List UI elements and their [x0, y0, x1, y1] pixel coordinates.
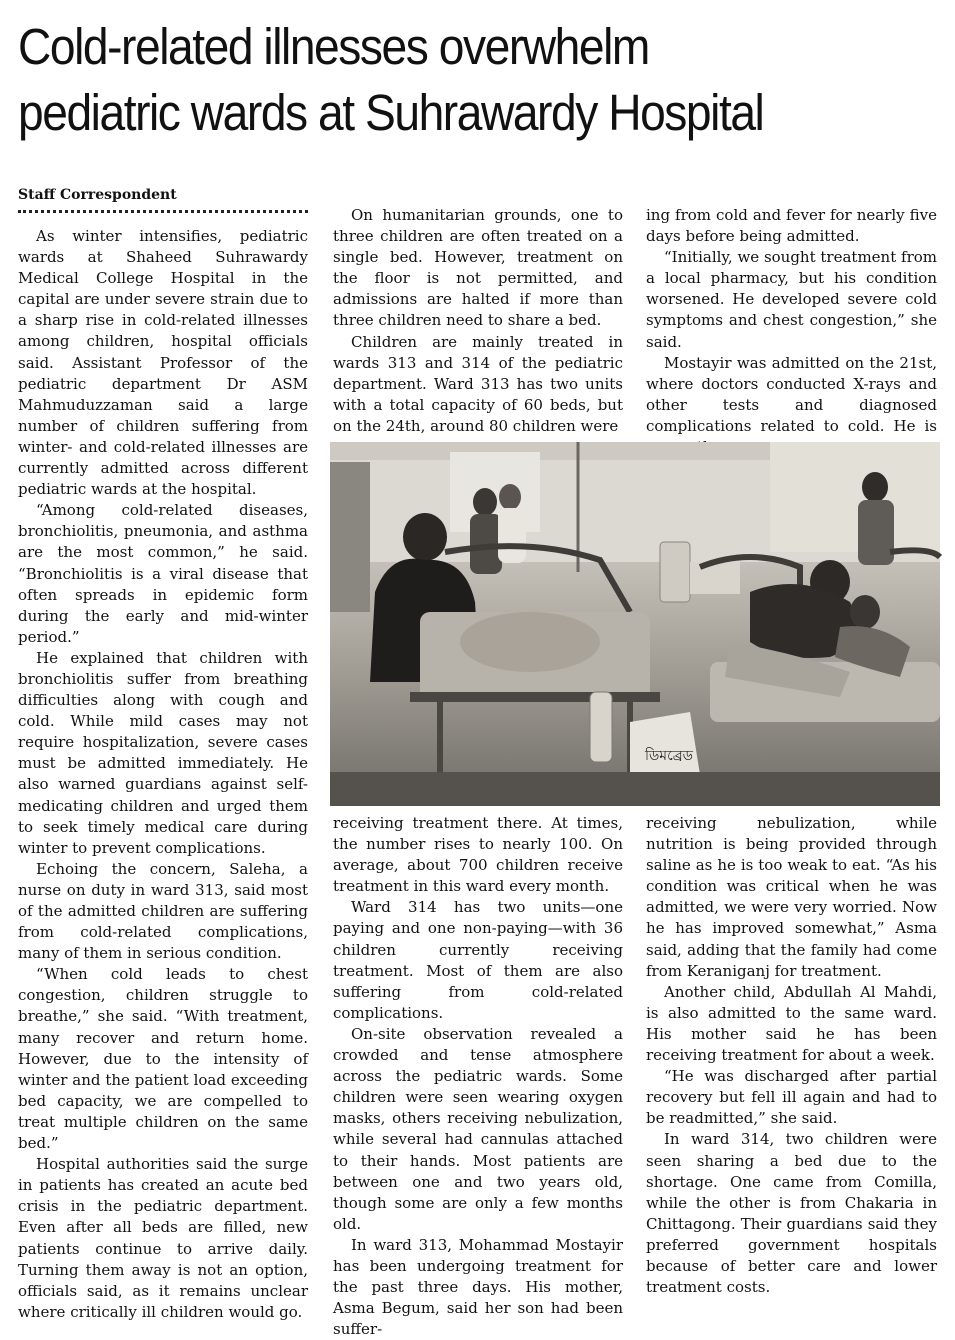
headline-line-1: Cold-related illnesses overwhelm	[18, 18, 649, 75]
paragraph: “He was discharged after partial recovery but fell ill again and had to be readmitted,” she said.	[646, 1067, 937, 1128]
paragraph: In ward 313, Mohammad Mostayir has been undergoing treatment for the past three days. His mother, Asma Begum, said her son had been suffer-	[333, 1235, 623, 1339]
paragraph: He explained that children with bronchiolitis suffer from breathing difficulties along with cough and cold. While mild cases may not require hospitalization, severe cases must be admitted immediately. He also warned guardians against self-medicating children and urged them to seek timely medical care during winter to prevent complications.	[18, 648, 308, 857]
paragraph: In ward 314, two children were seen sharing a bed due to the shortage. One came from Comilla, while the other is from Chakaria in Chittagong. Their guardians said they preferred government hospitals because of better care and lower treatment costs.	[646, 1130, 937, 1297]
bag-label: ডিমব্রেড	[645, 748, 693, 764]
article-column-2-top	[333, 205, 623, 437]
article-column-2-bottom	[333, 813, 623, 1339]
paragraph: Hospital authorities said the surge in patients has created an acute bed crisis in the pediatric department. Even after all beds are filled, new patients continue to arrive daily. Turning them away is not an option, officials said, as it remains unclear where critically ill children would go.	[18, 1155, 308, 1321]
paragraph: receiving nebulization, while nutrition is being provided through saline as he is too weak to eat. “As his condition was critical when he was admitted, we were very worried. Now he has improved somewhat,” Asma said, adding that the family had come from Keraniganj for treatment.	[646, 814, 937, 980]
paragraph: “Initially, we sought treatment from a local pharmacy, but his condition worsened. He developed severe cold symptoms and chest congestion,” she said.	[646, 248, 937, 351]
paragraph: “When cold leads to chest congestion, children struggle to breathe,” she said. “With treatment, many recover and return home. However, due to the intensity of winter and the patient load exceeding bed capacity, we are compelled to treat multiple children on the same bed.”	[18, 965, 308, 1153]
ward-photo-illustration	[330, 442, 940, 806]
paragraph: “Among cold-related diseases, bronchiolitis, pneumonia, and asthma are the most common,” he said. “Bronchiolitis is a viral disease that often spreads in epidemic form during the early and mid-winter period.”	[18, 501, 308, 646]
paragraph: receiving treatment there. At times, the number rises to nearly 100. On average, about 700 children receive treatment in this ward every month.	[333, 814, 623, 896]
paragraph: Echoing the concern, Saleha, a nurse on duty in ward 313, said most of the admitted children are suffering from cold-related complications, many of them in serious condition.	[18, 859, 308, 963]
paragraph: On-site observation revealed a crowded and tense atmosphere across the pediatric wards. Some children were seen wearing oxygen masks, others receiving nebulization, while several had cannulas attached to their hands. Most patients are between one and two years old, though some are only a few months old.	[333, 1024, 623, 1233]
paragraph: Children are mainly treated in wards 313 and 314 of the pediatric department. Ward 313 has two units with a total capacity of 60 beds, but on the 24th, around 80 children were	[333, 332, 623, 435]
article-column-3-bottom	[646, 813, 937, 1297]
byline-divider	[18, 210, 308, 213]
article-column-3-top	[646, 205, 937, 437]
paragraph: Ward 314 has two units—one paying and one non-paying—with 36 children currently receiving treatment. Most of them are also suffering from cold-related complications.	[333, 898, 623, 1022]
paragraph: ing from cold and fever for nearly five days before being admitted.	[646, 206, 937, 246]
headline	[18, 14, 855, 146]
ward-photo	[330, 442, 940, 806]
headline-line-2: pediatric wards at Suhrawardy Hospital	[18, 84, 764, 141]
byline: Staff Correspondent	[18, 187, 177, 203]
paragraph: On humanitarian grounds, one to three children are often treated on a single bed. However, treatment on the floor is not permitted, and admissions are halted if more than three children need to share a bed.	[333, 206, 623, 330]
paragraph: Another child, Abdullah Al Mahdi, is also admitted to the same ward. His mother said he has been receiving treatment for about a week.	[646, 982, 937, 1065]
paragraph: Mostayir was admitted on the 21st, where doctors conducted X-rays and other tests and diagnosed complications related to cold. He is	[646, 353, 937, 435]
article-column-1	[18, 226, 308, 1321]
paragraph: As winter intensifies, pediatric wards at Shaheed Suhrawardy Medical College Hospital in the capital are under severe strain due to a sharp rise in cold-related illnesses among children, hospital officials said. Assistant Professor of the pediatric department Dr ASM Mahmuduzzaman said a large number of children suffering from winter- and cold-related illnesses are currently admitted across different pediatric wards at the hospital.	[18, 227, 308, 499]
